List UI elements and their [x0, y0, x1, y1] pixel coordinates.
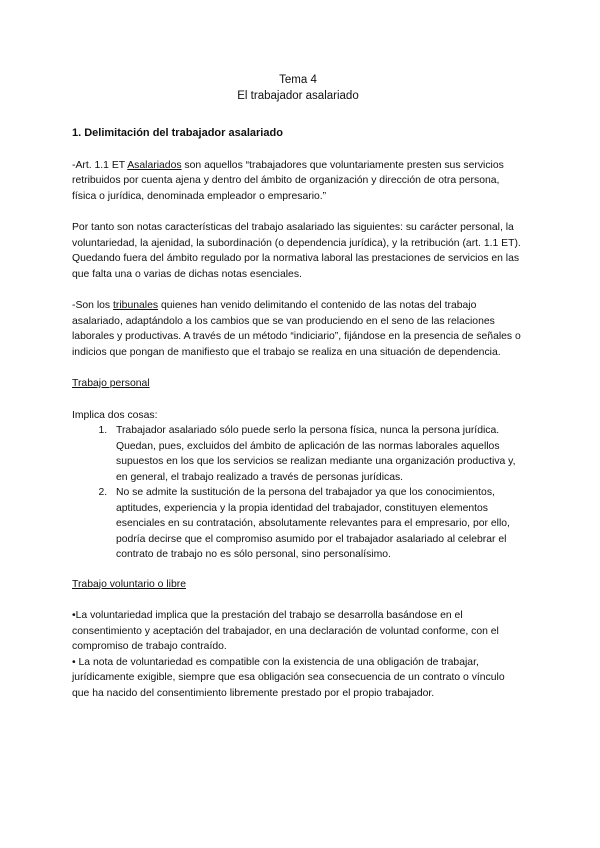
list-item: 2. No se admite la sustitución de la persona del trabajador ya que los conocimientos, aptitudes, experiencia y la propia identidad del trabajador, constituyen elementos esenciales en su contratación, absolutamente relevantes para el empresario, por ello, podría decirse que el compromiso asumido por el trabajador asalariado al celebrar el contrato de trabajo no es sólo personal, sino personalísimo.	[110, 485, 524, 563]
paragraph-definition-text: son aquellos “trabajadores que voluntariamente presten sus servicios retribuidos por cuenta ajena y dentro del ámbito de organización y dirección de otra persona, física o jurídica, denominada empleador o empresario.”	[72, 159, 504, 202]
term-asalariados: Asalariados	[127, 159, 182, 171]
paragraph-voluntariedad: •La voluntariedad implica que la prestación del trabajo se desarrolla basándose en el consentimiento y aceptación del trabajador, en una declaración de voluntad conforme, con el compromiso de trabajo contraído.	[72, 610, 499, 652]
list-intro: Implica dos cosas:	[72, 409, 158, 421]
subheading-trabajo-voluntario: Trabajo voluntario o libre	[72, 578, 186, 590]
subheading-trabajo-personal: Trabajo personal	[72, 378, 150, 389]
paragraph-tribunales-text: quienes han venido delimitando el contenido de las notas del trabajo asalariado, adaptándolo a los cambios que se van produciendo en el seno de las relaciones laborales y productivas. A través de un método “indiciario”, fijándose en la presencia de señales o indicios que pongan de manifiesto que el trabajo se realiza en una situación de dependencia.	[72, 300, 521, 358]
document-body	[72, 72, 524, 701]
section-1-heading: 1. Delimitación del trabajador asalariado	[72, 127, 283, 139]
paragraph-definition-lead: -Art. 1.1 ET	[72, 159, 128, 171]
term-tribunales: tribunales	[113, 300, 159, 311]
doc-title: El trabajador asalariado	[237, 90, 359, 102]
numbered-list	[72, 423, 524, 563]
paragraph-characteristics: Por tanto son notas características del trabajo asalariado las siguientes: su carácter personal, la voluntariedad, la ajenidad, la subordinación (o dependencia jurídica), y la retribución (art. 1.1 ET). Quedando fuera del ámbito regulado por la normativa laboral las prestaciones de servicios en las que falta una o varias de dichas notas esenciales.	[72, 222, 521, 280]
paragraph-tribunales-lead: -Son los	[72, 300, 114, 311]
doc-title-topic: Tema 4	[279, 74, 317, 86]
paragraph-tribunales	[72, 298, 524, 360]
list-item: 1. Trabajador asalariado sólo puede serlo la persona física, nunca la persona jurídica. Quedan, pues, excluidos del ámbito de aplicación de las normas laborales aquellos supuestos en los que los servicios se realizan mediante una organización productiva y, en general, el trabajo realizado a través de personas jurídicas.	[110, 423, 524, 485]
paragraph-definition	[72, 158, 524, 205]
paragraph-voluntariedad-compatible: • La nota de voluntariedad es compatible con la existencia de una obligación de trabajar, jurídicamente exigible, siempre que esa obligación sea consecuencia de un contrato o vínculo que ha nacido del consentimiento libremente prestado por el propio trabajador.	[72, 656, 505, 699]
